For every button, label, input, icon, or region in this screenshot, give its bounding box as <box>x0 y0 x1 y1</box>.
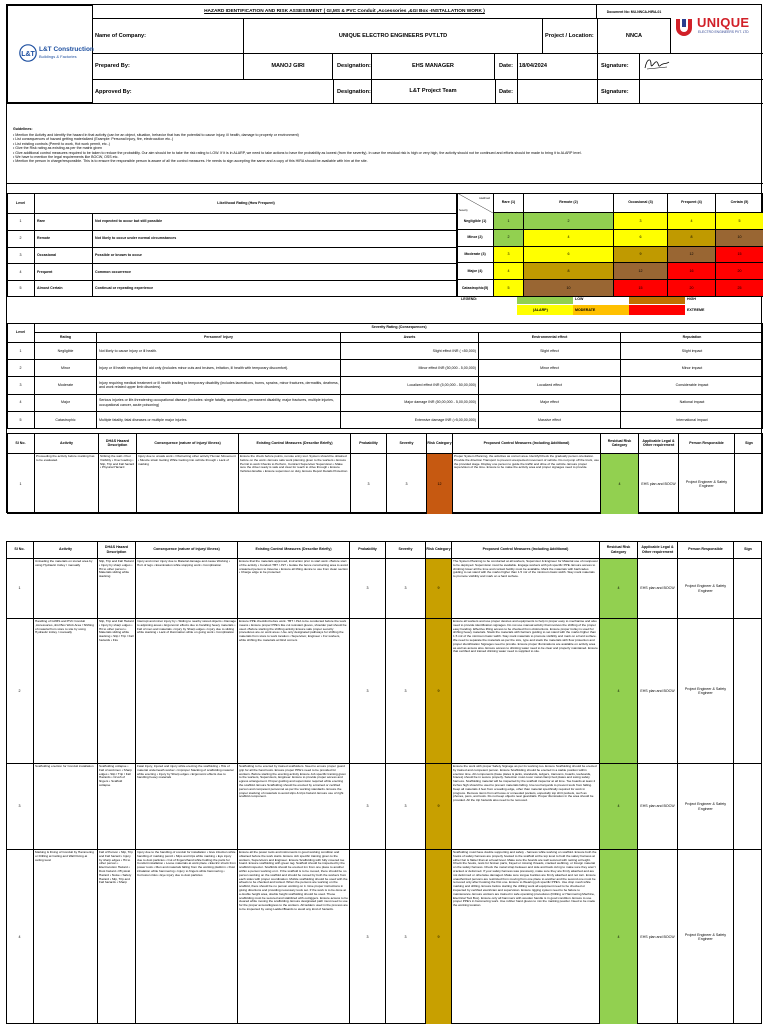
lt-logo-sub: Buildings & Factories <box>39 54 77 59</box>
cell-severity: 3 <box>386 559 426 619</box>
col-header-legal: Applicable Legal & Other requirement <box>638 541 678 559</box>
unique-logo-text: UNIQUE <box>697 15 750 30</box>
sev-rep: Considerable impact <box>621 377 763 394</box>
cell-sl: 4 <box>6 850 34 1024</box>
col-header-sl: Sl No. <box>7 433 35 454</box>
cell-sl: 2 <box>6 619 34 764</box>
col-header-residual: Residual Risk Category <box>601 433 639 454</box>
cell-existing: Scaffolding to be erected by trained scaffolders. Need to ensure proper guard grip for all the hand tools. Ensure proper PPE's need to be provided for workers. Before starting the erecting activity Ensure Job specific training given to the workers, Supervisors, Engineer. Ensure to provide proper access and egress arrangement. Proper guiding and supervision required while erecting the scaffold. Ensure Scaffolding should be erected by a trained or certified person and competent personnel as per the working standards. Ensure the proper stacking of materials to avoid slips & trips hazard. Ensure use of right scaffold component. <box>238 764 350 850</box>
legend-low: LOW <box>575 297 584 301</box>
cell-legal: EHS plan and BOCW <box>638 559 678 619</box>
sev-personnel: Injury or ill health requiring first aid only (includes minor cuts and bruises, irritation, ill health with temporary discomfort). <box>97 360 341 377</box>
page-2 <box>6 541 762 1024</box>
matrix-cell: 15 <box>715 247 763 264</box>
col-header-dhs: DH&S Hazard Description <box>99 433 137 454</box>
cell-residual: 4 <box>600 764 638 850</box>
project-label: Project / Location: <box>545 33 594 39</box>
cell-consequence: Injury due to the handling of conduit for installation • Give infection while handling of marking pencil • Slips and trips while marking • Eye injury due to dust particles • Cut of fingers/hand while holding the parts for Conduit installation • Loose materials at work place • Electric shock from power tools • Men and materials falling from the working platform • Dust inhalation while hammering • Injury to fingers while hammering • Corrosion risks • Eye injury due to dust particles <box>136 850 238 1024</box>
cell-risk: 9 <box>426 619 452 764</box>
col-header-dhs: DH&S Hazard Description <box>98 541 136 559</box>
lk-level-header <box>7 193 35 213</box>
designation-label-2: Designation: <box>337 89 371 95</box>
cell-proposed: Scaffolding must have double supporting and safety - harness while working on scaffold. Ensure both the hooks of safety harness are properly hooked to the scaffold at the top level to hold the safety harness at either bar is flatter than at a head level. Make sure the boards are well secured with netting at height. Check the hooks, rests for broken parts, frayed or missing threads, cracked webbing, or foreign material on the safety harness. Check the metal strap between and side and back d-ring to make sure they aren't cracked or deformed. If your safety harness was previously, make sure they are firmly attached and are not deformed or otherwise damaged. Make sure tongue buckles are firmly attached and not torn. Ensure unauthorized persons are restricted from moving from one place to another and the second one must be removed only after hooking the first one. Ensure to Wearing job specific PPE's. Use drop mesh while marking and drilling. Ensure before starting the drilling work all equipment need to be checked or inspected by certified electrician and supervision. Ensure rigging system need to be failure to maintenance. Ensure workers are trained in safe operating procedures (Drilling or Hammering Machine, Electrical Tool Box). Ensure only all hammers with wooden handle is in good condition. Ensure to use proper PPE's in hammering work. Use rubber hand gloves to mix the marking powder. Need to be made the working location. <box>452 850 600 1024</box>
col-header-proposed: Proposed Control Measures (Including Additional) <box>453 433 601 454</box>
legend-label: LEGEND: <box>461 297 478 301</box>
sev-level: 1 <box>7 343 35 360</box>
sev-env: Major effect <box>479 395 621 412</box>
guideline-line: • We have to mention the legal requirements like BOCW, OSS etc. <box>13 155 119 160</box>
col-header-legal: Applicable Legal & Other requirement <box>639 433 679 454</box>
legend-alarp: (ALARP) <box>533 308 548 312</box>
signature-label: Signature: <box>601 63 629 69</box>
sev-level: 2 <box>7 360 35 377</box>
sig-divider <box>639 53 640 103</box>
guideline-line: • Mention the person in charge/responsible. This is to ensure the responsible person is aware of all the control measures. He needs to sign accepting the same and a copy of this HIRA should be available with him at the site. <box>13 159 368 164</box>
matrix-cell: 6 <box>523 247 613 264</box>
cell-residual: 4 <box>601 454 639 514</box>
sev-rating: Moderate <box>35 377 97 394</box>
lk-level: 4 <box>7 263 35 280</box>
matrix-row-label: Negligible (1) <box>457 213 493 230</box>
matrix-cell: 10 <box>715 230 763 247</box>
cell-activity: Marking & Fixing of Conduit by Hammering or Drilling at Ceiling and Wall Fixing at ceiling level <box>34 850 98 1024</box>
cell-proposed: Ensure all workers and use proper devices and equipments to help in proper easy to mechanise and also need to provide identification signages. Do not use manual activity that involves the shifting of the proper easy handing. Effective lifting access to be checked from obstructions. Ensure proper trolley is used for shifting heavy materials. Stack the materials with barriers guiding to set stand with the marks higher than 1.5 mtr of the minimum basic width. Stay mark materials to promote visibility and mark on a hard surface. We need to separate the materials as per the size, type and stack the materials with flow protection and proper identification Signages need to provide. Ensure proper illuminations are available on activity area as well as access also. Ensure access to drinking water need to be clear and properly maintained. Ensure that certified and trained drinking water need to supplied to site. <box>452 619 600 764</box>
cell-proposed: Ensure the work with proper Safety Signage as per its working too. Ensure Scaffolding should be erected by trained and competent person. Ensure Scaffolding should be erected in a stable position within erection time. All components (base plates & jacks, standards, ledgers, transoms, boards, toeboards, braces) should be in secure properly. Selection must cover metal clamp bed plates and swing safety harness. Scaffolding material will be inspected by the scaffold inspector at all time. Toe boards at least 4 inches high should be used to prevent materials falling. Use tool lanyards to prevent tools from falling. Keep all materials 4 feet from a leading edge, other than material specifically required for work in progress. Remove items from all loose or unneeded pockets, especially top shirt pockets, such as phones, pens, and tools. Do not keep objects near guardrails. Proper illumination in the area should be provided. All the trip hazards also need to be removed. <box>452 764 600 850</box>
cell-severity: 3 <box>386 764 426 850</box>
legend-high: HIGH <box>687 297 696 301</box>
lk-name: Remote <box>35 230 93 247</box>
lk-name: Frequent <box>35 263 93 280</box>
sev-personnel: Not likely to cause injury or ill health. <box>97 343 341 360</box>
cell-residual: 4 <box>600 619 638 764</box>
lk-level: 3 <box>7 247 35 264</box>
sev-personnel: Multiple fatality, fatal diseases or multiple major injuries. <box>97 412 341 429</box>
lk-desc: Not expected to occur but still possible <box>95 219 163 224</box>
matrix-cell: 10 <box>523 280 613 297</box>
lk-desc: Not likely to occur under normal circumstances <box>95 235 177 240</box>
matrix-row-label: Moderate (3) <box>457 247 493 264</box>
guideline-line: • Mention the Activity and identify the hazard in that activity (can be an object, situation, behavior that has the potential to cause injury, ill health, damage to property or environment) <box>13 133 299 137</box>
sev-rating: Major <box>35 395 97 412</box>
matrix-legend <box>457 295 763 317</box>
lk-header-text: Likelihood Rating (How Frequent) <box>217 200 275 205</box>
page-1 <box>6 4 762 513</box>
col-header-residual: Residual Risk Category <box>600 541 638 559</box>
name-label: Name of Company: <box>95 33 146 39</box>
lk-level-header-text: Level <box>15 200 26 205</box>
designation-value-text: EHS MANAGER <box>412 62 454 69</box>
lk-desc: Possible or known to occur <box>95 252 142 257</box>
cell-existing: Ensure all the power tools and instruments in good working condition and obtained before the work starts. Ensure Job specific training given to the workers, Supervisors and Engineer. Ensure Scaffolding with fully covered toe board. Ensure scaffolding with green tag. Scaffold should be inspected by the scaffold inspector. Scaffolds should be erected 1m from one place to another within a person working on it. If the scaffold is to be moved, there should be no person working on the scaffold and should be moved by both the workers from each sides with proper coordination. Mobile scaffolding should be used with the wheels to be checked and locked. When the persons are working on the scaffold, there should be no person working on it. Give proper instructions in giving directions and providing necessary tools set. If the work is to be done at a double height area, double height scaffolding should be used. These scaffolding must be secured and stabilized with outriggers. Ensure access to be cleared while moving the scaffolding. Ensure designated path must need to use for the proper access/Egress to the workers. All ladders used in the process are to be inspected by using Ladder/Boards to avoid any kind of hazards. <box>238 850 350 1024</box>
prepared-value-text: MANOJ GIRI <box>271 62 305 69</box>
cell-person: Project Engineer & Safety Engineer <box>678 764 734 850</box>
sev-assets: Extensive damage INR (>5,00,00,000) <box>341 412 479 429</box>
matrix-cell: 20 <box>715 263 763 280</box>
doc-title <box>93 5 597 19</box>
header-block <box>7 5 763 103</box>
cell-sign <box>734 850 762 1024</box>
lk-desc: Common occurrence <box>95 269 131 274</box>
cell-residual: 4 <box>600 559 638 619</box>
col-header-risk: Risk Category <box>426 541 452 559</box>
col-header-risk: Risk Category <box>427 433 453 454</box>
cell-person: Project Engineer & Safety Engineer <box>678 850 734 1024</box>
unique-logo-icon <box>673 15 695 37</box>
sev-env: Slight effect <box>479 343 621 360</box>
matrix-cell: 5 <box>715 213 763 230</box>
sev-title <box>35 323 763 333</box>
sev-assets: Localized effect INR (5,00,000 - 50,00,000) <box>341 377 479 394</box>
sev-level-header <box>7 323 35 343</box>
sev-assets-header <box>341 333 479 343</box>
lk-name: Almost Certain <box>35 280 93 297</box>
cell-sign <box>734 559 762 619</box>
cell-legal: EHS plan and BOCW <box>638 764 678 850</box>
cell-severity: 3 <box>386 850 426 1024</box>
cell-probability: 3 <box>351 454 387 514</box>
legend-moderate: MODERATE <box>575 308 596 312</box>
sev-level: 4 <box>7 395 35 412</box>
sev-personnel-header <box>97 333 341 343</box>
cell-severity: 3 <box>386 619 426 764</box>
sev-assets-header-text: Assets <box>403 335 416 340</box>
guideline-line: • List existing controls (Permit to work, Hot work permit, etc..) <box>13 141 110 146</box>
matrix-cell: 8 <box>523 263 613 280</box>
matrix-cell: 12 <box>667 247 715 264</box>
sev-rep: Slight impact <box>621 343 763 360</box>
cell-dhs: Scaffolding collapse • Fall of workmen • Sharp edges • Slip / Trip / Fall Hazards • Crush of fingers • Scaffold collapse <box>98 764 136 850</box>
matrix-cell: 9 <box>613 247 667 264</box>
cell-person: Project Engineer & Safety Engineer <box>678 559 734 619</box>
risk-matrix <box>457 193 763 299</box>
project-value <box>597 19 671 53</box>
legend-extreme-swatch <box>629 305 685 315</box>
lk-desc: Continual or repeating experience <box>95 286 154 291</box>
likelihood-table <box>7 193 763 299</box>
matrix-cell: 4 <box>493 263 523 280</box>
cell-risk: 12 <box>427 454 453 514</box>
sev-rating: Catastrophic <box>35 412 97 429</box>
cell-consequence: Fatal Injury, Injured and injury while erecting the scaffolding • Hits of material underneath worker • Improper Stacking of scaffolding material while erecting • Injury by Sharp edges • Ergonomic effects due to handling heavy materials <box>136 764 238 850</box>
cell-sign <box>734 764 762 850</box>
sig-divider-left <box>597 53 598 103</box>
col-header-sign: Sign <box>734 541 762 559</box>
signature-scribble <box>643 56 671 72</box>
date-value: 18/04/2024 <box>519 63 547 69</box>
cell-person: Project Engineer & Safety Engineer <box>679 454 735 514</box>
guidelines <box>7 103 763 184</box>
cell-probability: 3 <box>350 850 386 1024</box>
designation-label: Designation: <box>337 63 371 69</box>
sev-level: 5 <box>7 412 35 429</box>
severity-table <box>7 323 763 429</box>
cell-proposed: Proper System Planning, the activities as correct area. Identify/Check the gradually person orientation. Provide the direction Transport to prevent unexpected movement of vehicle. Do not jump off the truck, use the provided stage. Display one person to guide the traffic and drive of the vehicle. Ensure proper supervision of the time. Ensure to be make the activity area and proper signages need to provide. <box>453 454 601 514</box>
designation-value <box>371 53 495 79</box>
designation-value-2 <box>371 79 495 103</box>
matrix-row-label: Minor (2) <box>457 230 493 247</box>
cell-severity: 3 <box>387 454 427 514</box>
matrix-cell: 3 <box>493 247 523 264</box>
legend-extreme: EXTREME <box>687 308 705 312</box>
cell-dhs: Fall of Person • Slip, Trip and Fall hazard • Injury by sharp edges • Hit to other person • Electrocution Hazard • Dust hazard • Physical Hazard • Noise • Safety Hazard • Slip, Trip and Fall hazards • Sharp <box>98 850 136 1024</box>
sev-title-text: Severity Rating (Consequences) <box>371 325 427 330</box>
matrix-col-header: Rare (1) <box>493 193 523 213</box>
sev-rep: National impact <box>621 395 763 412</box>
matrix-corner-bottom: Severity <box>459 209 468 212</box>
matrix-corner <box>457 193 493 213</box>
prepared-label: Prepared By: <box>95 63 130 69</box>
sev-assets: Minor effect INR (50,000 - 5,00,000) <box>341 360 479 377</box>
designation-value-2-text: L&T Project Team <box>409 87 457 94</box>
lk-name: Rare <box>35 213 93 230</box>
cell-probability: 3 <box>350 764 386 850</box>
cell-activity: Handling of GI/MS and PVC Conduit ,Accessories ,&GI Box Work Area / Shifting of material from store to site by using Hydraulic trolley / manually <box>34 619 98 764</box>
cell-probability: 3 <box>350 619 386 764</box>
guideline-line: • List consequences of hazard getting materialized (Example: Personal injury, fire, electrocution etc..) <box>13 137 174 142</box>
cell-risk: 9 <box>426 559 452 619</box>
cell-activity: Unloading the materials on stored area by using Hydraulic trolley / manually <box>34 559 98 619</box>
company-name-text: UNIQUE ELECTRO ENGINEERS PVT.LTD <box>338 32 448 39</box>
lk-header <box>35 193 457 213</box>
matrix-row-label: Major (4) <box>457 263 493 280</box>
date-label: Date: <box>499 63 513 69</box>
approved-divider-3 <box>495 79 496 103</box>
cell-existing: Ensure the check before points, remote entry tool. System should be obtained before on the work • Ensure safe work planning given to the workers • Ensure Permit to work Checks to Perform, Contract Supervisor Supervision • Make sure the driver ready is safe and clear for reach to drive through • Ensure Vehicles Enable • Ensure supervisor on duty, Ensure Report Details Protection <box>239 454 351 514</box>
date-divider <box>517 53 518 103</box>
sev-env-header <box>479 333 621 343</box>
cell-proposed: The System Planning to be conducted at all workers, Supervisor & Engineer for Material use of manpower to be deployed. Supervision must be available. Engage workers with job specific PPE. Ensure access to climbing lower all the time and contact facility must be available. Mark the materials with barricades guiding to set stand with the marks higher than 1.5 mtr of the minimum basic width. Stay mark materials to promote visibility and mark on a hard surface. <box>452 559 600 619</box>
cell-person: Project Engineer & Safety Engineer <box>678 619 734 764</box>
col-header-probability: Probability <box>351 433 387 454</box>
cell-sign <box>735 454 763 514</box>
prepared-value <box>243 53 333 79</box>
svg-text:L&T: L&T <box>21 51 35 58</box>
sev-rep-header-text: Reputation <box>682 335 702 340</box>
col-header-sign: Sign <box>735 433 763 454</box>
cell-consequence: Injury due to unsafe work • Obstructing other activity Human Movement • Muscle strain Getting While Getting into vehicle through • Lack of marking <box>137 454 239 514</box>
sev-env: Localized effect <box>479 377 621 394</box>
guidelines-title: Guidelines: <box>13 127 33 131</box>
cell-existing: Ensure that the materials approved, instruction prior to start work • Before start of the activity • Conduct TBT / JST • Isolate the fence constructing area to avoid unwanted person to traverse • Ensure all lifting device to use from clean section • Charge edge to be protected <box>238 559 350 619</box>
col-header-probability: Probability <box>350 541 386 559</box>
doc-title-text: HAZARD IDENTIFICATION AND RISK ASSESSMENT ( GI,MS & PVC Conduit ,Accessories ,&GI Box -INSTALLATION WORK ) <box>204 9 485 14</box>
sev-level-header-text: Level <box>15 330 26 335</box>
sev-assets: Major damage INR (50,00,000 - 5,00,00,000) <box>341 395 479 412</box>
cell-activity: Scaffolding erection for Conduit installation <box>34 764 98 850</box>
cell-sign <box>734 619 762 764</box>
project-value-text: NNCA <box>625 32 643 39</box>
cell-legal: EHS plan and BOCW <box>638 850 678 1024</box>
cell-residual: 4 <box>600 850 638 1024</box>
col-header-proposed: Proposed Control Measures (Including Additional) <box>452 541 600 559</box>
cell-sl: 3 <box>6 764 34 850</box>
col-header-activity: Activity <box>35 433 99 454</box>
col-header-severity: Severity <box>386 541 426 559</box>
date-label-2: Date: <box>499 89 513 95</box>
guideline-line: • Give additional control measures required to be taken to reduce the probability. Our aim should be to take the risk rating to LOW. If it is in ALARP, we need to take actions to have the probability as lowest (from the severity). In case the residual risk is high or very high, the activity should not be continued and efforts should be made to bring it to ALARP level. <box>13 150 582 155</box>
approved-divider <box>333 79 334 103</box>
matrix-cell: 20 <box>667 280 715 297</box>
matrix-cell: 4 <box>523 230 613 247</box>
col-header-existing: Existing Control Measures (Describe Briefly) <box>239 433 351 454</box>
sev-env-header-text: Environmental effect <box>531 335 568 340</box>
matrix-cell: 3 <box>613 213 667 230</box>
unique-logo <box>673 13 761 41</box>
matrix-cell: 12 <box>613 263 667 280</box>
matrix-cell: 16 <box>667 263 715 280</box>
matrix-col-header: Remote (2) <box>523 193 613 213</box>
matrix-cell: 2 <box>493 230 523 247</box>
matrix-cell: 1 <box>493 213 523 230</box>
cell-consequence: Interrupt and minor injury by • Sliding to nearby stored objects • Damage to adjoining areas • Ergonomic effects due to handling heavy materials • Fall of men and materials • Injury by Sharp edges • Injury due to sliding while stacking • Lack of illumination while on going work • Complication <box>136 619 238 764</box>
sev-level: 3 <box>7 377 35 394</box>
sev-rep: International impact <box>676 418 708 423</box>
matrix-cell: 2 <box>523 213 613 230</box>
sev-rating: Minor <box>35 360 97 377</box>
col-header-person: Person Responsible <box>678 541 734 559</box>
guidelines-list <box>13 133 755 164</box>
legend-low-swatch <box>517 297 573 304</box>
matrix-col-header: Certain (5) <box>715 193 763 213</box>
col-header-severity: Severity <box>387 433 427 454</box>
sev-env: Massive effect <box>479 412 621 429</box>
cell-legal: EHS plan and BOCW <box>638 619 678 764</box>
unique-logo-sub: ELECTRO ENGINEERS PVT. LTD <box>698 30 749 34</box>
matrix-corner-top: Likelihood <box>479 197 490 200</box>
cell-risk: 9 <box>426 850 452 1024</box>
cell-dhs: Slip, Trip and Fall Hazard • Injury by sharp edges • Hit to other person • Materials sliding while stacking • Slip / Trip / Fall hazards • Fire <box>98 619 136 764</box>
sev-rating: Negligible <box>35 343 97 360</box>
lt-logo-text: L&T Construction <box>39 46 94 53</box>
cell-sl: 1 <box>6 559 34 619</box>
sev-personnel: Injury requiring medical treatment or ill health leading to temporary disability (includes lacerations, burns, sprains, minor fractures, dermatitis, deafness, and work related upper limb disorders). <box>97 377 341 394</box>
matrix-cell: 6 <box>613 230 667 247</box>
col-header-activity: Activity <box>34 541 98 559</box>
matrix-cell: 5 <box>493 280 523 297</box>
doc-number-text: Document No: MU-NNCA-HIRA-01 <box>606 9 662 14</box>
signature-label-2: Signature: <box>601 89 629 95</box>
sev-personnel: Serious injuries or life-threatening occupational disease (includes: single fatality, amputations, permanent disability, major fractures, multiple injuries, occupational cancer, acute poisoning) <box>97 395 341 412</box>
col-header-person: Person Responsible <box>679 433 735 454</box>
sev-env: Minor effect <box>479 360 621 377</box>
doc-number <box>597 5 671 19</box>
cell-risk: 9 <box>426 764 452 850</box>
col-header-consequence: Consequence (nature of injury/ illness) <box>137 433 239 454</box>
matrix-cell: 15 <box>613 280 667 297</box>
cell-dhs: Slip, Trip and Fall Hazard • Injury by sharp edges • Hit to other person • Materials sliding while stacking <box>98 559 136 619</box>
sev-rating-header <box>35 333 97 343</box>
guideline-line: • Give the Risk rating as existing as per the matrix given <box>13 146 102 151</box>
cell-dhs: Striking the wall • Poor Visibility • Over loading • Slip, Trip and Fall hazard • Physical Hazard <box>99 454 137 514</box>
lk-name: Occasional <box>35 247 93 264</box>
cell-consequence: Injury and minor injury due to Material damage and cause Working • Hurt of legs • Examination while stopping work • Complication <box>136 559 238 619</box>
matrix-col-header: Frequent (4) <box>667 193 715 213</box>
lk-level: 5 <box>7 280 35 297</box>
matrix-col-header: Occasional (3) <box>613 193 667 213</box>
col-header-existing: Existing Control Measures (Describe Briefly) <box>238 541 350 559</box>
col-header-consequence: Consequence (nature of injury/ illness) <box>136 541 238 559</box>
sev-rep-header <box>621 333 763 343</box>
cell-activity: Proceeding the activity before marking has to be evaluated. <box>35 454 99 514</box>
cell-probability: 3 <box>350 559 386 619</box>
hira-table-page1 <box>7 433 763 514</box>
matrix-cell: 25 <box>715 280 763 297</box>
matrix-row-label: Catastrophic(5) <box>457 280 493 297</box>
lk-level: 2 <box>7 230 35 247</box>
cell-legal: EHS plan and BOCW <box>639 454 679 514</box>
cell-existing: Ensure PPE checklist before work. TBT / JSA to be conducted before the work means • Ensure proper PPE's like cut resistant gloves, shoulder pad should be used • Before starting the shifting activity Ensure safe proper security procedures are on work area • Use only designated pathways for shifting the materials from store to work location • Supervisor, Engineer • For workers, while shifting the materials at blind corners <box>238 619 350 764</box>
lt-logo-icon <box>19 44 37 62</box>
legend-high-swatch <box>629 297 685 304</box>
sev-rep: Minor impact <box>621 360 763 377</box>
cell-sl: 1 <box>7 454 35 514</box>
sev-rating-header-text: Rating <box>59 335 72 340</box>
matrix-cell: 4 <box>667 213 715 230</box>
sev-personnel-header-text: Personnel' Injury <box>203 335 233 340</box>
lt-logo <box>19 43 94 65</box>
matrix-cell: 8 <box>667 230 715 247</box>
sev-assets: Slight effect INR ( <50,000) <box>341 343 479 360</box>
approved-label: Approved By: <box>95 89 132 95</box>
company-name-value <box>243 19 543 53</box>
lk-level: 1 <box>7 213 35 230</box>
col-header-sl: Sl No. <box>6 541 34 559</box>
